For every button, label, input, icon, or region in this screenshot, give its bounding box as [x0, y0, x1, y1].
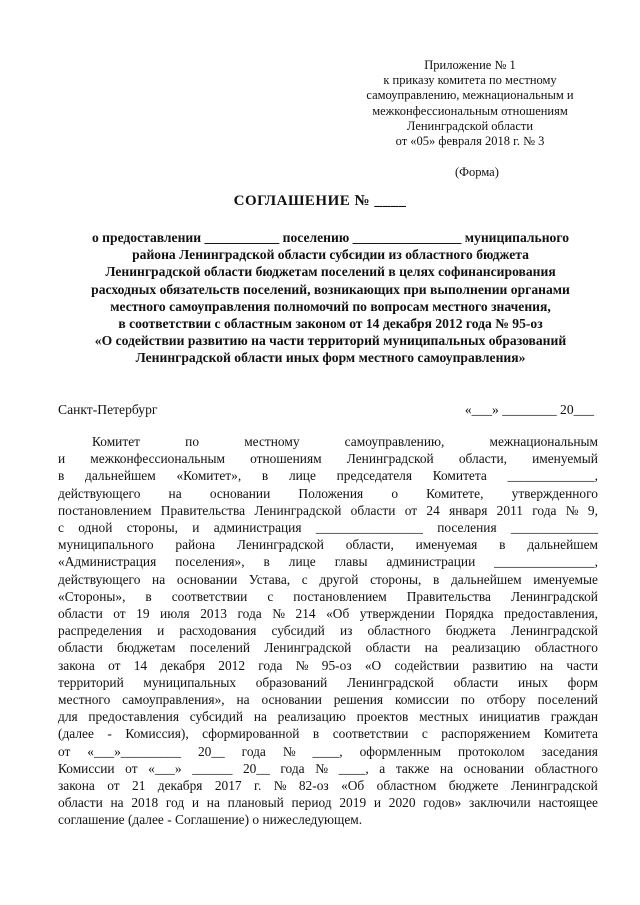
body-line: [58, 622, 598, 639]
body-word: именуемая: [415, 537, 478, 553]
body-word: «Стороны»,: [58, 588, 126, 604]
body-word: расходования: [179, 623, 257, 639]
body-word: действующего: [58, 571, 141, 587]
body-word: в: [432, 571, 440, 587]
body-word: бюджета: [445, 623, 496, 639]
body-word: №: [565, 502, 579, 518]
document-subtitle: [58, 229, 603, 367]
body-word: соответствии: [332, 726, 409, 742]
body-word: местному: [244, 434, 300, 449]
body-word: 19: [136, 606, 150, 622]
body-word: годов»: [423, 795, 462, 811]
body-word: и: [191, 795, 200, 811]
body-word: 20__: [242, 760, 270, 776]
body-word: на: [253, 709, 267, 725]
body-word: местных: [419, 709, 469, 725]
body-word: на: [110, 795, 124, 811]
body-word: на: [206, 795, 220, 811]
body-word: от: [113, 606, 126, 622]
body-word: 21: [132, 778, 146, 794]
body-word: стороны,: [370, 571, 422, 587]
body-word: декабря: [160, 657, 206, 673]
body-line: [58, 760, 598, 777]
body-word: действующего: [58, 485, 141, 501]
body-word: «Об: [341, 778, 365, 794]
body-word: в: [499, 537, 506, 553]
body-word: года: [237, 606, 262, 622]
body-word: лице: [288, 468, 316, 484]
body-word: заседания: [541, 743, 598, 759]
body-word: для: [58, 709, 78, 725]
body-word: «___»: [148, 760, 182, 776]
body-word: и: [192, 520, 200, 536]
body-word: Правительства: [406, 588, 491, 604]
body-word: 2020: [388, 795, 416, 811]
body-word: по: [185, 434, 200, 449]
body-word: №: [273, 778, 287, 794]
body-word: а: [379, 760, 386, 776]
body-word: постановлением: [58, 502, 152, 518]
body-word: Устава,: [248, 571, 291, 587]
body-word: Ленинградской: [346, 451, 434, 467]
body-word: председателя: [336, 468, 412, 484]
body-line: [58, 588, 598, 605]
body-word: администрации: [386, 554, 476, 570]
body-word: _____________: [510, 520, 598, 536]
body-word: Комитет: [92, 434, 140, 449]
body-word: Комиссия),: [125, 726, 189, 742]
body-word: в: [145, 588, 152, 604]
body-word: иных: [517, 674, 548, 690]
body-word: постановлением: [293, 588, 387, 604]
body-word: Комиссии: [58, 760, 115, 776]
body-word: с: [58, 520, 64, 536]
body-word: год: [165, 795, 185, 811]
body-word: межнациональным: [489, 434, 598, 449]
body-word: 2018: [131, 795, 159, 811]
body-word: распределения: [58, 623, 143, 639]
subtitle-line: района Ленинградской области субсидии из областного бюджета: [132, 247, 529, 263]
body-word: решения: [333, 692, 384, 708]
body-word: муниципальных: [143, 674, 237, 690]
body-word: в: [263, 554, 270, 570]
body-word: главы: [334, 554, 368, 570]
body-word: года: [532, 502, 557, 518]
body-line: [58, 725, 598, 742]
body-word: от: [108, 657, 121, 673]
body-line: [58, 519, 598, 536]
subtitle-line: «О содействии развитию на части территорий муниципальных образований: [94, 333, 567, 349]
body-word: администрация: [213, 520, 302, 536]
body-line: [58, 502, 598, 519]
body-word: -: [107, 726, 112, 742]
body-word: соглашение (далее - Соглашение) о нижеследующем.: [58, 812, 363, 828]
body-word: и: [373, 795, 382, 811]
body-word: форм: [567, 674, 598, 690]
body-word: г.: [253, 778, 262, 794]
body-word: №: [282, 743, 296, 759]
appendix-line: самоуправлению, межнациональным и: [366, 88, 574, 103]
body-word: от: [107, 778, 120, 794]
body-word: основании: [261, 692, 322, 708]
body-word: субсидий: [189, 709, 244, 725]
body-word: утвержденного: [511, 485, 598, 501]
body-word: развитию: [472, 657, 527, 673]
body-word: декабря: [157, 778, 203, 794]
body-word: на: [152, 571, 166, 587]
body-word: «Об: [326, 606, 350, 622]
body-word: в: [58, 468, 65, 484]
body-word: самоуправления»,: [122, 692, 225, 708]
subtitle-line: расходных обязательств поселений, возникающих при выполнении органами: [91, 281, 570, 297]
body-word: плановый: [227, 795, 284, 811]
body-word: 20__: [197, 743, 225, 759]
body-word: ______: [192, 760, 233, 776]
body-word: в: [312, 726, 320, 742]
body-word: бюджетам: [117, 640, 176, 656]
body-word: территорий: [58, 674, 124, 690]
signing-place: Санкт-Петербург: [58, 402, 158, 417]
body-word: _____________,: [507, 468, 598, 484]
body-word: области: [453, 674, 499, 690]
body-line: [58, 639, 598, 656]
body-line: [58, 691, 598, 708]
body-word: основании: [176, 571, 238, 587]
body-line: [58, 605, 598, 622]
body-word: поселения»,: [175, 554, 245, 570]
body-word: января: [449, 502, 488, 518]
body-word: года: [241, 743, 266, 759]
body-word: «Администрация: [58, 554, 157, 570]
body-word: «О: [364, 657, 382, 673]
subtitle-line: Ленинградской области бюджетам поселений в целях софинансирования: [105, 264, 556, 280]
body-line: [58, 571, 598, 588]
body-word: самоуправлению,: [344, 434, 445, 449]
body-word: инициатив: [479, 709, 540, 725]
body-line: [58, 708, 598, 725]
body-word: 82-оз: [298, 778, 329, 794]
body-word: бюджете: [448, 778, 499, 794]
body-word: областного: [534, 760, 598, 776]
body-word: утверждении: [359, 606, 435, 622]
body-word: 2019: [339, 795, 367, 811]
body-word: Ленинградской: [346, 674, 434, 690]
body-word: области,: [458, 451, 507, 467]
appendix-line: межконфессиональным отношениям: [372, 103, 568, 118]
body-word: закона: [58, 657, 95, 673]
body-word: на: [236, 692, 250, 708]
body-word: закона: [58, 778, 95, 794]
body-word: с: [301, 571, 308, 587]
body-word: Комитета: [543, 726, 598, 742]
body-word: поселений: [537, 692, 598, 708]
body-word: Ленинградской: [510, 623, 598, 639]
body-word: реализацию: [452, 640, 521, 656]
body-word: ________________: [315, 520, 423, 536]
body-word: области,: [345, 537, 394, 553]
appendix-header: [350, 58, 590, 149]
body-word: года: [258, 657, 283, 673]
body-word: №: [315, 760, 328, 776]
body-word: Порядка: [445, 606, 494, 622]
body-word: областного: [534, 640, 598, 656]
body-word: района: [175, 537, 216, 553]
body-word: ____,: [312, 743, 343, 759]
signing-date: «___» ________ 20___: [464, 402, 594, 417]
body-word: области: [350, 502, 396, 518]
body-line: [58, 553, 598, 570]
body-word: по: [460, 692, 475, 708]
body-word: «Комитет»,: [176, 468, 242, 484]
body-word: 95-оз: [321, 657, 352, 673]
body-word: от: [58, 743, 71, 759]
body-word: образований: [255, 674, 328, 690]
body-word: стороны,: [126, 520, 178, 536]
agreement-body: [58, 433, 598, 829]
body-line: [58, 794, 598, 811]
body-word: другой: [319, 571, 359, 587]
appendix-line: Приложение № 1: [424, 58, 516, 72]
body-word: соответствии: [171, 588, 248, 604]
body-word: 2012: [218, 657, 246, 673]
body-word: с: [421, 726, 428, 742]
body-word: Ленинградской: [510, 588, 598, 604]
subtitle-line: о предоставлении ___________ поселению ________________ муниципального: [91, 230, 569, 245]
body-word: 24: [426, 502, 440, 518]
body-line: [58, 485, 598, 502]
body-word: сформированной: [202, 726, 300, 742]
body-word: Комитете,: [426, 485, 484, 501]
body-word: муниципального: [58, 537, 154, 553]
body-word: №: [295, 657, 309, 673]
body-word: распоряжением: [441, 726, 531, 742]
body-word: области: [58, 640, 103, 656]
body-word: Правительства: [160, 502, 246, 518]
body-word: поселений: [189, 640, 251, 656]
body-word: 9,: [587, 502, 598, 518]
body-line: [58, 777, 598, 794]
body-word: отбору: [486, 692, 526, 708]
body-word: граждан: [550, 709, 598, 725]
body-word: отношениям: [250, 451, 322, 467]
body-word: именуемый: [532, 451, 598, 467]
body-word: областного: [367, 623, 431, 639]
body-word: 2017: [214, 778, 242, 794]
body-word: с: [267, 588, 274, 604]
body-word: ____,: [338, 760, 369, 776]
body-word: области: [365, 640, 411, 656]
body-word: Ленинградской: [510, 778, 598, 794]
body-word: предоставления,: [504, 606, 598, 622]
body-line: [58, 433, 598, 450]
body-word: оформленным: [359, 743, 442, 759]
body-word: дальнейшем: [450, 571, 522, 587]
body-word: в: [261, 468, 269, 484]
body-word: и: [157, 623, 165, 639]
body-word: основании: [209, 485, 271, 501]
body-word: Ленинградской: [264, 640, 352, 656]
body-word: лице: [288, 554, 316, 570]
body-word: именуемые: [533, 571, 598, 587]
body-word: №: [272, 606, 286, 622]
body-word: также: [395, 760, 430, 776]
body-word: 2013: [200, 606, 227, 622]
body-line: [58, 536, 598, 553]
appendix-line: Ленинградской области: [406, 118, 534, 133]
body-word: 2011: [496, 502, 523, 518]
body-word: на: [540, 657, 554, 673]
body-line: [58, 674, 598, 691]
body-word: субсидий: [271, 623, 325, 639]
body-word: поселения: [437, 520, 497, 536]
body-word: одной: [78, 520, 113, 536]
body-word: (далее: [58, 726, 94, 742]
body-word: «___»_________: [87, 743, 182, 759]
body-word: 14: [133, 657, 148, 673]
body-word: протоколом: [457, 743, 525, 759]
body-word: Положения: [298, 485, 364, 501]
body-word: 214: [295, 606, 316, 622]
body-word: Комитета: [432, 468, 487, 484]
appendix-line: от «05» февраля 2018 г. № 3: [395, 134, 545, 149]
body-line: [58, 467, 598, 484]
body-word: дальнейшем: [85, 468, 156, 484]
body-word: года: [280, 760, 305, 776]
body-word: из: [339, 623, 353, 639]
body-word: от: [125, 760, 138, 776]
body-word: комиссии: [394, 692, 450, 708]
body-word: области: [58, 795, 103, 811]
body-word: дальнейшем: [527, 537, 598, 553]
body-word: Ленинградской: [236, 537, 324, 553]
body-word: _______________,: [494, 554, 598, 570]
body-line: [58, 811, 598, 828]
body-line: [58, 743, 598, 760]
body-word: областном: [376, 778, 437, 794]
body-word: на: [168, 485, 182, 501]
document-title: СОГЛАШЕНИЕ № ____: [233, 193, 407, 209]
body-word: от: [404, 502, 418, 518]
subtitle-line: местного самоуправления полномочий по вопросам местного значения,: [110, 298, 551, 314]
body-word: и: [58, 451, 66, 467]
body-word: области: [58, 606, 103, 622]
body-line: [58, 450, 598, 467]
body-word: заключили: [469, 795, 531, 811]
subtitle-line: Ленинградской области иных форм местного самоуправления»: [135, 350, 526, 366]
appendix-line: к приказу комитета по местному: [383, 73, 557, 88]
subtitle-line: в соответствии с областным законом от 14 декабря 2012 года № 95-оз: [118, 316, 543, 332]
body-word: июля: [160, 606, 190, 622]
body-word: основании: [463, 760, 525, 776]
body-word: Ленинградской: [254, 502, 342, 518]
body-word: содействии: [394, 657, 460, 673]
body-word: о: [391, 485, 399, 501]
body-word: местного: [58, 692, 111, 708]
body-line: [58, 657, 598, 674]
body-word: период: [291, 795, 332, 811]
body-word: проектов: [356, 709, 409, 725]
body-word: на: [424, 640, 438, 656]
body-word: предоставления: [88, 709, 180, 725]
body-word: части: [566, 657, 598, 673]
form-label: (Форма): [455, 165, 499, 179]
body-word: на: [439, 760, 454, 776]
body-word: межконфессиональным: [90, 451, 226, 467]
body-word: настоящее: [538, 795, 598, 811]
body-word: реализацию: [277, 709, 346, 725]
